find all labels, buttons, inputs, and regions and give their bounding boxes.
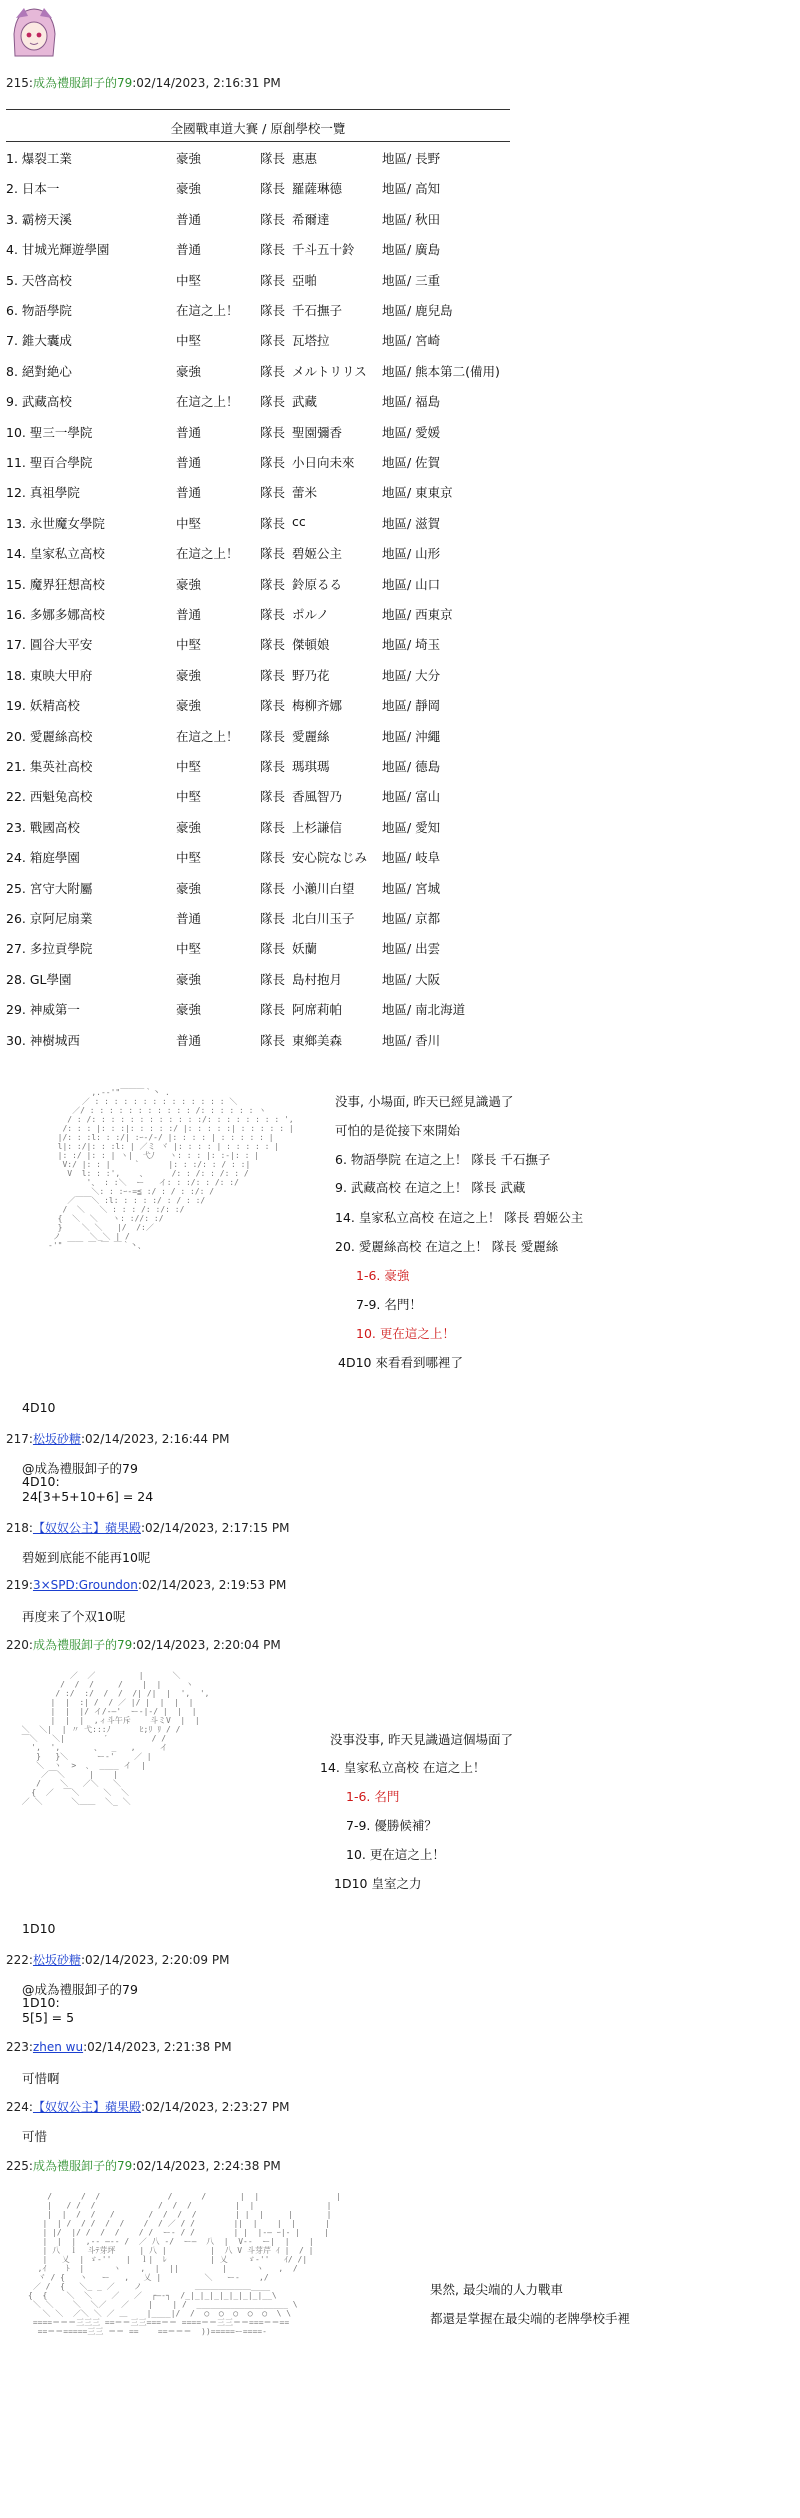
school-rank: 中堅 <box>176 941 202 957</box>
aa3-line-1: 果然, 最尖端的人力戰車 <box>430 2282 563 2297</box>
school-rank: 豪強 <box>176 819 202 835</box>
captain-label: 隊長 <box>260 880 286 896</box>
captain-label: 隊長 <box>260 667 286 683</box>
captain-name: 上杉謙信 <box>292 819 343 835</box>
post-line: @成為禮服卸子的79 <box>22 1982 138 1997</box>
post-header-220 <box>6 1636 281 1653</box>
school-region: 地區/ 三重 <box>382 272 441 288</box>
poster-name[interactable]: 成為禮服卸子的79 <box>32 76 133 90</box>
school-rank: 中堅 <box>176 637 202 653</box>
captain-name: 聖園彌香 <box>292 424 343 440</box>
school-region: 地區/ 靜岡 <box>382 698 441 714</box>
table-row <box>6 727 510 757</box>
school-rank: 在這之上！ <box>176 546 239 562</box>
table-row <box>6 271 510 301</box>
table-row <box>6 362 510 392</box>
table-row <box>6 392 510 422</box>
school-region: 地區/ 埼玉 <box>382 637 441 653</box>
school-region: 地區/ 德島 <box>382 759 441 774</box>
school-rank: 豪強 <box>176 181 202 197</box>
school-region: 地區/ 宮崎 <box>382 333 441 349</box>
school-region: 地區/ 香川 <box>382 1032 441 1048</box>
captain-label: 隊長 <box>260 789 286 805</box>
captain-label: 隊長 <box>260 151 286 166</box>
school-rank: 普通 <box>176 485 202 501</box>
school-region: 地區/ 高知 <box>382 181 441 197</box>
captain-name: 羅薩琳德 <box>292 181 343 197</box>
captain-label: 隊長 <box>260 546 286 562</box>
table-row <box>6 666 510 696</box>
ascii-art-character-2: ／ ／ | ＼ / / / / | | ヽ / :/ :/ / / /| /| | ', ', | | :| / / ／ |/ | | | | | | |/ イ/-―' ー-|-/ | | | | | | ,ィ斗午斥 斗ミV | | ＼ ＼| | 〃 弋:::ﾉ ﾋ;ﾘ ﾘ / / ￣＼ ＼| ′ / / ', ', 、 _ , イ } }＼ ー‐' ／ | ＼ ヽ > ､ ____ イ | ／￣＼ | | / ＼ ／＼ ＼ { ／ ￣＼ ＼ ＼ ／ ＼ ＼＿＿ ＼_ ＼ <box>21 1671 210 1806</box>
captain-name: 蕾米 <box>292 485 318 501</box>
school-region: 地區/ 鹿兒島 <box>382 303 453 318</box>
poster-name[interactable]: 【奴奴公主】蘋果殿 <box>32 2100 141 2114</box>
school-name: 11. 聖百合學院 <box>6 455 93 470</box>
school-rank: 普通 <box>176 424 202 440</box>
school-region: 地區/ 山口 <box>382 576 441 592</box>
post-header-215 <box>6 74 281 91</box>
post-header-222 <box>6 1951 229 1968</box>
dice-label: 1D10 <box>22 1921 56 1936</box>
aa-line-10: 4D10 來看看到哪裡了 <box>338 1355 463 1370</box>
post-date: :02/14/2023, 2:24:38 PM <box>132 2159 281 2173</box>
school-name: 8. 絕對絶心 <box>6 363 72 379</box>
dice-label: 4D10 <box>22 1400 56 1415</box>
post-header-218 <box>6 1519 289 1536</box>
school-region: 地區/ 山形 <box>382 546 441 562</box>
table-row <box>6 179 510 209</box>
table-row <box>6 605 510 635</box>
poster-name[interactable]: 松坂砂糖 <box>32 1432 81 1446</box>
captain-label: 隊長 <box>260 333 286 349</box>
post-number: 222: <box>6 1953 33 1967</box>
captain-label: 隊長 <box>260 819 286 835</box>
school-name: 27. 多拉貢學院 <box>6 941 93 957</box>
post-line: 5[5] = 5 <box>22 2010 75 2025</box>
aa-line-3: 6. 物語學院 在這之上！ 隊長 千石撫子 <box>335 1152 551 1167</box>
school-name: 10. 聖三一學院 <box>6 424 93 440</box>
school-region: 地區/ 佐賀 <box>382 455 441 470</box>
school-rank: 在這之上！ <box>176 728 239 744</box>
post-number: 215: <box>6 76 33 90</box>
school-name: 2. 日本一 <box>6 181 60 197</box>
captain-name: 瑪琪瑪 <box>292 759 330 774</box>
school-region: 地區/ 大阪 <box>382 971 441 987</box>
table-row <box>6 635 510 665</box>
school-region: 地區/ 長野 <box>382 151 441 166</box>
school-name: 12. 真祖學院 <box>6 485 80 501</box>
school-name: 14. 皇家私立高校 <box>6 546 105 562</box>
captain-name: 梅柳齐娜 <box>292 698 343 714</box>
table-row <box>6 453 510 483</box>
post-date: :02/14/2023, 2:19:53 PM <box>137 1578 287 1592</box>
table-row <box>6 575 510 605</box>
school-rank: 普通 <box>176 607 202 622</box>
poster-name[interactable]: 成為禮服卸子的79 <box>32 1638 133 1652</box>
aa-line-2: 可怕的是從接下來開始 <box>335 1123 461 1138</box>
school-name: 13. 永世魔女學院 <box>6 515 105 531</box>
captain-name: 妖蘭 <box>292 941 318 957</box>
post-line: @成為禮服卸子的79 <box>22 1461 138 1476</box>
school-name: 16. 多娜多娜高校 <box>6 607 105 622</box>
school-region: 地區/ 熊本第二(備用) <box>382 363 500 379</box>
captain-label: 隊長 <box>260 363 286 379</box>
school-name: 23. 戰國高校 <box>6 819 80 835</box>
aa-line-9: 10. 更在這之上！ <box>356 1326 455 1341</box>
captain-label: 隊長 <box>260 698 286 714</box>
post-header-225 <box>6 2157 281 2174</box>
captain-label: 隊長 <box>260 728 286 744</box>
post-line: 24[3+5+10+6] = 24 <box>22 1489 154 1504</box>
captain-label: 隊長 <box>260 911 286 926</box>
school-rank: 中堅 <box>176 272 202 288</box>
school-name: 29. 神威第一 <box>6 1002 80 1018</box>
captain-name: 小瀨川白望 <box>292 880 355 896</box>
school-name: 26. 京阿尼扇業 <box>6 911 93 926</box>
post-number: 217: <box>6 1432 33 1446</box>
captain-name: 傑頓娘 <box>292 637 330 653</box>
aa-line-8: 7-9. 名門！ <box>356 1297 422 1312</box>
poster-name[interactable]: 【奴奴公主】蘋果殿 <box>32 1521 141 1535</box>
post-number: 218: <box>6 1521 33 1535</box>
table-row <box>6 331 510 361</box>
captain-name: 香風智乃 <box>292 789 343 805</box>
school-region: 地區/ 廣島 <box>382 242 441 258</box>
aa2-line-6: 1D10 皇室之力 <box>334 1876 422 1891</box>
captain-label: 隊長 <box>260 759 286 774</box>
captain-name: 惠惠 <box>292 151 318 166</box>
captain-name: 安心院なじみ <box>292 850 368 866</box>
poster-name[interactable]: 松坂砂糖 <box>32 1953 81 1967</box>
poster-avatar <box>6 4 62 60</box>
captain-name: 野乃花 <box>292 667 330 683</box>
table-row <box>6 240 510 270</box>
school-region: 地區/ 滋賀 <box>382 515 441 531</box>
captain-label: 隊長 <box>260 242 286 258</box>
post-date: :02/14/2023, 2:21:38 PM <box>83 2040 232 2054</box>
post-line: 可惜 <box>22 2129 48 2144</box>
school-rank: 普通 <box>176 1032 202 1048</box>
captain-name: 瓦塔拉 <box>292 333 330 349</box>
captain-label: 隊長 <box>260 515 286 531</box>
captain-label: 隊長 <box>260 303 286 318</box>
captain-name: ポルノ <box>292 607 330 622</box>
table-title: 全國戰車道大賽 / 原創學校一覽 <box>170 121 346 136</box>
table-row <box>6 970 510 1000</box>
ascii-art-characters-3: / / / / / | | | | / / / / / / | | | | | / / / / / / / | | | | | | | / / / / / / / ／ / / || | | | | | |/ |/ / / / / / ー- / / | | |-― ｰ|- | | | | | ,-‐ ―‐- / ／ 八 ‐/ ー― 八 | V-‐ ー| | | | 八 ｌ 斗ﾃ芽坪 | 八 | | 八 V 斗芽芹 ｲ | / | | 乂 | ゞ‐'' | ｌ| ﾚ | 乂 ゞ‐'' ｲ/ /| ,ｲ ﾄ | ヽ , | || | ヽ , / ヾ / { ヽ ー , 乂 | ＼ ー‐ ,/ ／ / { ＼_ _ ／ ノ ＿＿＿＿＿＿＿____ { { ＼ ＼ ／ ／ ┌―‐┐ /_|_|_|_|_|_|_|_|__\ ＼ ＼ ＼ ＼／ ／ | | / ___________________ \ ＼ ＼ ／＼ ＼ ／ ＿ |____|/ / ◯ ◯ ◯ ◯ ◯ \ \ ====＝＝＝三三三 ==＝＝三三===＝＝ ====＝＝三三＝＝===＝＝== ==＝＝=====三三 ＝＝ == ==＝＝＝ ))=====ー====‐ <box>28 2192 342 2336</box>
school-rank: 普通 <box>176 211 202 227</box>
table-row <box>6 514 510 544</box>
post-header-217 <box>6 1430 229 1447</box>
captain-name: 千斗五十鈴 <box>292 242 355 258</box>
school-rank: 豪強 <box>176 667 202 683</box>
school-rank: 豪強 <box>176 576 202 592</box>
school-rank: 豪強 <box>176 880 202 896</box>
table-top-rule <box>6 109 510 110</box>
table-row <box>6 696 510 726</box>
captain-label: 隊長 <box>260 455 286 470</box>
table-row <box>6 210 510 240</box>
school-name: 18. 東映大甲府 <box>6 667 93 683</box>
school-region: 地區/ 福島 <box>382 394 441 410</box>
aa-line-6: 20. 愛麗絲高校 在這之上！ 隊長 愛麗絲 <box>335 1239 559 1254</box>
captain-name: 島村抱月 <box>292 971 343 987</box>
aa2-line-2: 14. 皇家私立高校 在這之上！ <box>320 1760 486 1775</box>
table-row <box>6 1031 510 1061</box>
table-row <box>6 787 510 817</box>
table-row <box>6 1000 510 1030</box>
school-region: 地區/ 東東京 <box>382 485 453 501</box>
aa3-line-2: 都還是掌握在最尖端的老牌學校手裡 <box>430 2311 631 2326</box>
school-rank: 在這之上！ <box>176 394 239 410</box>
table-header-rule <box>6 141 510 142</box>
captain-label: 隊長 <box>260 607 286 622</box>
post-header-223 <box>6 2040 232 2054</box>
captain-label: 隊長 <box>260 485 286 501</box>
post-date: :02/14/2023, 2:20:04 PM <box>132 1638 281 1652</box>
poster-name[interactable]: zhen wu <box>32 2040 84 2054</box>
school-name: 19. 妖精高校 <box>6 698 80 714</box>
table-row <box>6 818 510 848</box>
post-number: 225: <box>6 2159 33 2173</box>
school-region: 地區/ 秋田 <box>382 211 441 227</box>
table-row <box>6 757 510 787</box>
school-name: 22. 西魁兔高校 <box>6 789 93 805</box>
poster-name[interactable]: 成為禮服卸子的79 <box>32 2159 133 2173</box>
table-row <box>6 909 510 939</box>
post-header-219 <box>6 1578 286 1592</box>
school-rank: 豪強 <box>176 363 202 379</box>
aa-line-5: 14. 皇家私立高校 在這之上！ 隊長 碧姬公主 <box>335 1210 584 1225</box>
school-rank: 中堅 <box>176 789 202 805</box>
school-rank: 豪強 <box>176 151 202 166</box>
captain-name: 千石撫子 <box>292 303 343 318</box>
school-name: 5. 天啓高校 <box>6 272 72 288</box>
school-region: 地區/ 京都 <box>382 911 441 926</box>
school-rank: 普通 <box>176 455 202 470</box>
table-row <box>6 423 510 453</box>
table-row <box>6 848 510 878</box>
post-line: 可惜啊 <box>22 2071 60 2086</box>
post-line: 碧姬到底能不能再10呢 <box>22 1550 151 1565</box>
post-number: 224: <box>6 2100 33 2114</box>
aa-line-4: 9. 武藏高校 在這之上！ 隊長 武藏 <box>335 1180 526 1195</box>
captain-name: 碧姬公主 <box>292 546 343 562</box>
ascii-art-character-1: ,.-‐'"￣￣￣｀丶 . ／ : : : : : : : : : : : : : : ＼ ／/ : : : : : : : : : : : /: : : : : : ヽ / : /: : : : : : : : : : : :/: : : : : : : : ', /: : : |: : :|: : : : :/ |: : : : :| : : : : : | |/: : :l: : :/| :ｰ-/-/ |: : : : | : : : : : | l|: :/|: : :l: | ／ミ ヾ |: : : : | : : : : : | |: :/ |: : | ヽ| 弋ﾉ ヽ: : : |: :-|: : | V:/ |: : | ` |: : :/: : / : :| V l: : :', 、 /: : /: : /: : / '、 : :＼ ー イ: : :/: : /: :/ ＼: : :ｰ-=≦ :/ : / : :/: / ／￣￣＼ :l: : : : :/ : / : :/ / ＼ ＼ : : : /: :/: :/ { ＼ ＼ ヽ: ://: :/ } ＼ ＼ |/ /:／ ノ ＼_＼ | / ‐'" ￣￣ ￣ ￣ ￣｀丶、 <box>48 1088 294 1250</box>
poster-name[interactable]: 3×SPD:Groundon <box>32 1578 138 1592</box>
captain-name: 阿席莉帕 <box>292 1002 343 1018</box>
captain-name: メルトリリス <box>292 363 367 379</box>
table-row <box>6 301 510 331</box>
post-line: 再度来了个双10呢 <box>22 1609 126 1624</box>
table-row <box>6 544 510 574</box>
table-row <box>6 483 510 513</box>
school-name: 28. GL學園 <box>6 971 72 987</box>
school-rank: 豪強 <box>176 698 202 714</box>
school-rank: 豪強 <box>176 1002 202 1018</box>
aa2-line-3: 1-6. 名門 <box>346 1789 400 1804</box>
captain-name: cc <box>292 513 306 529</box>
captain-label: 隊長 <box>260 272 286 288</box>
captain-name: 希爾達 <box>292 211 330 227</box>
captain-label: 隊長 <box>260 850 286 866</box>
school-rank: 普通 <box>176 242 202 258</box>
school-name: 30. 神樹城西 <box>6 1032 80 1048</box>
post-date: :02/14/2023, 2:20:09 PM <box>80 1953 230 1967</box>
school-region: 地區/ 沖繩 <box>382 728 441 744</box>
school-name: 15. 魔界狂想高校 <box>6 576 105 592</box>
captain-label: 隊長 <box>260 211 286 227</box>
school-rank: 在這之上！ <box>176 303 239 318</box>
captain-name: 鈴原るる <box>292 576 343 592</box>
school-name: 1. 爆裂工業 <box>6 151 72 166</box>
post-date: :02/14/2023, 2:17:15 PM <box>140 1521 290 1535</box>
school-name: 21. 集英社高校 <box>6 759 93 774</box>
captain-label: 隊長 <box>260 424 286 440</box>
school-region: 地區/ 大分 <box>382 667 441 683</box>
school-name: 25. 宮守大附屬 <box>6 880 93 896</box>
post-line: 4D10: <box>22 1474 60 1489</box>
captain-name: 東鄉美森 <box>292 1032 343 1048</box>
school-name: 6. 物語學院 <box>6 303 72 318</box>
post-date: :02/14/2023, 2:16:44 PM <box>80 1432 230 1446</box>
captain-label: 隊長 <box>260 181 286 197</box>
captain-label: 隊長 <box>260 637 286 653</box>
captain-name: 武藏 <box>292 394 318 410</box>
captain-name: 愛麗絲 <box>292 728 330 744</box>
school-name: 4. 甘城光輝遊學園 <box>6 242 110 258</box>
captain-label: 隊長 <box>260 1002 286 1018</box>
post-header-224 <box>6 2098 289 2115</box>
school-region: 地區/ 出雲 <box>382 941 441 957</box>
post-number: 219: <box>6 1578 33 1592</box>
school-region: 地區/ 南北海道 <box>382 1002 466 1018</box>
school-region: 地區/ 愛知 <box>382 819 441 835</box>
school-rank: 中堅 <box>176 333 202 349</box>
post-number: 220: <box>6 1638 33 1652</box>
captain-name: 小日向未來 <box>292 455 355 470</box>
captain-label: 隊長 <box>260 1032 286 1048</box>
table-row <box>6 149 510 179</box>
school-name: 24. 箱庭學園 <box>6 850 80 866</box>
school-rank: 豪強 <box>176 971 202 987</box>
school-rank: 中堅 <box>176 515 202 531</box>
captain-label: 隊長 <box>260 394 286 410</box>
table-row <box>6 939 510 969</box>
aa2-line-1: 没事没事, 昨天見識過這個場面了 <box>330 1732 513 1747</box>
school-name: 7. 錐大囊成 <box>6 333 72 349</box>
school-rank: 中堅 <box>176 850 202 866</box>
school-region: 地區/ 西東京 <box>382 607 453 622</box>
school-name: 9. 武藏高校 <box>6 394 72 410</box>
school-rank: 中堅 <box>176 759 202 774</box>
school-name: 17. 圓谷大平安 <box>6 637 93 653</box>
table-row <box>6 879 510 909</box>
post-line: 1D10: <box>22 1995 60 2010</box>
post-date: :02/14/2023, 2:16:31 PM <box>132 76 281 90</box>
post-number: 223: <box>6 2040 33 2054</box>
school-region: 地區/ 富山 <box>382 789 441 805</box>
school-rank: 普通 <box>176 911 202 926</box>
school-name: 3. 霸榜天溪 <box>6 211 72 227</box>
aa-line-1: 没事, 小場面, 昨天已經見識過了 <box>335 1094 514 1109</box>
school-region: 地區/ 愛媛 <box>382 424 441 440</box>
captain-label: 隊長 <box>260 576 286 592</box>
post-date: :02/14/2023, 2:23:27 PM <box>140 2100 290 2114</box>
school-region: 地區/ 岐阜 <box>382 850 441 866</box>
aa2-line-4: 7-9. 優勝候補？ <box>346 1818 437 1833</box>
school-name: 20. 愛麗絲高校 <box>6 728 93 744</box>
school-region: 地區/ 宮城 <box>382 880 441 896</box>
aa2-line-5: 10. 更在這之上！ <box>346 1847 445 1862</box>
aa-line-7: 1-6. 豪強 <box>356 1268 410 1283</box>
captain-label: 隊長 <box>260 941 286 957</box>
captain-label: 隊長 <box>260 971 286 987</box>
captain-name: 北白川玉子 <box>292 911 355 926</box>
captain-name: 亞啪 <box>292 272 318 288</box>
